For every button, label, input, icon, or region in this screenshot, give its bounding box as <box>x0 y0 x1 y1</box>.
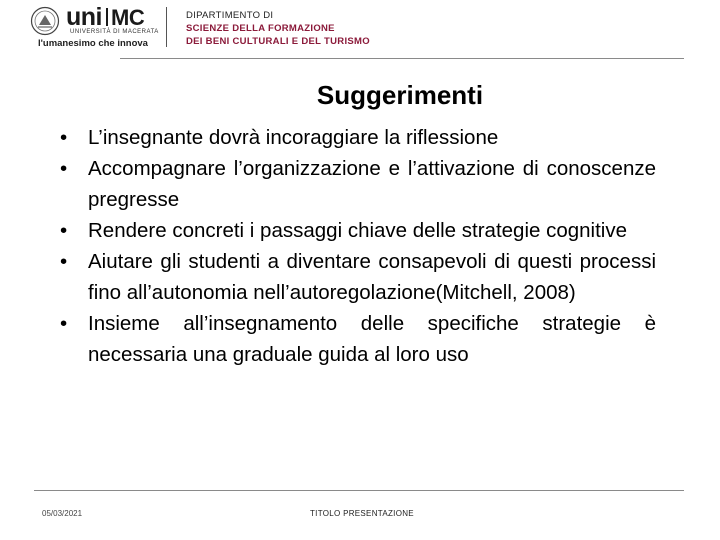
bullet-icon: • <box>60 157 68 180</box>
list-item <box>58 308 656 370</box>
footer-title: TITOLO PRESENTAZIONE <box>310 509 414 518</box>
list-item <box>58 122 656 153</box>
slide-title-text: Suggerimenti <box>316 80 484 110</box>
logo-tagline: l'umanesimo che innova <box>38 38 148 49</box>
department-line-2: SCIENZE DELLA FORMAZIONE <box>186 23 335 34</box>
bullet-icon: • <box>60 250 68 273</box>
header-rule <box>120 58 684 59</box>
bullet-text: Insieme all’insegnamento delle specifiche strategie è necessaria una graduale guida al loro uso <box>88 312 656 366</box>
list-item <box>58 215 656 246</box>
bullet-icon: • <box>60 126 68 149</box>
department-line-3: DEI BENI CULTURALI E DEL TURISMO <box>186 36 370 47</box>
slide-header <box>0 0 720 58</box>
bullet-icon: • <box>60 219 68 242</box>
department-name <box>186 9 370 48</box>
slide-title <box>0 80 720 111</box>
bullet-list <box>58 122 656 370</box>
bullet-text: Rendere concreti i passaggi chiave delle strategie cognitive <box>88 219 628 242</box>
university-logo <box>66 4 144 31</box>
list-item <box>58 153 656 215</box>
footer-date: 05/03/2021 <box>42 509 83 518</box>
department-line-1: DIPARTIMENTO DI <box>186 10 274 21</box>
header-divider <box>166 7 167 47</box>
list-item <box>58 246 656 308</box>
logo-subtitle: UNIVERSITÀ DI MACERATA <box>70 29 159 35</box>
bullet-text: Accompagnare l’organizzazione e l’attivazione di conoscenze pregresse <box>88 157 656 211</box>
footer-rule <box>34 490 684 491</box>
logo-word-mc: MC <box>111 5 145 30</box>
university-seal-icon <box>30 6 60 36</box>
bullet-text: L’insegnante dovrà incoraggiare la riflessione <box>88 126 499 149</box>
logo-word-uni: uni <box>66 3 102 31</box>
bullet-icon: • <box>60 312 68 335</box>
bullet-text: Aiutare gli studenti a diventare consapevoli di questi processi fino all’autonomia nell’autoregolazione(Mitchell, 2008) <box>88 250 656 304</box>
